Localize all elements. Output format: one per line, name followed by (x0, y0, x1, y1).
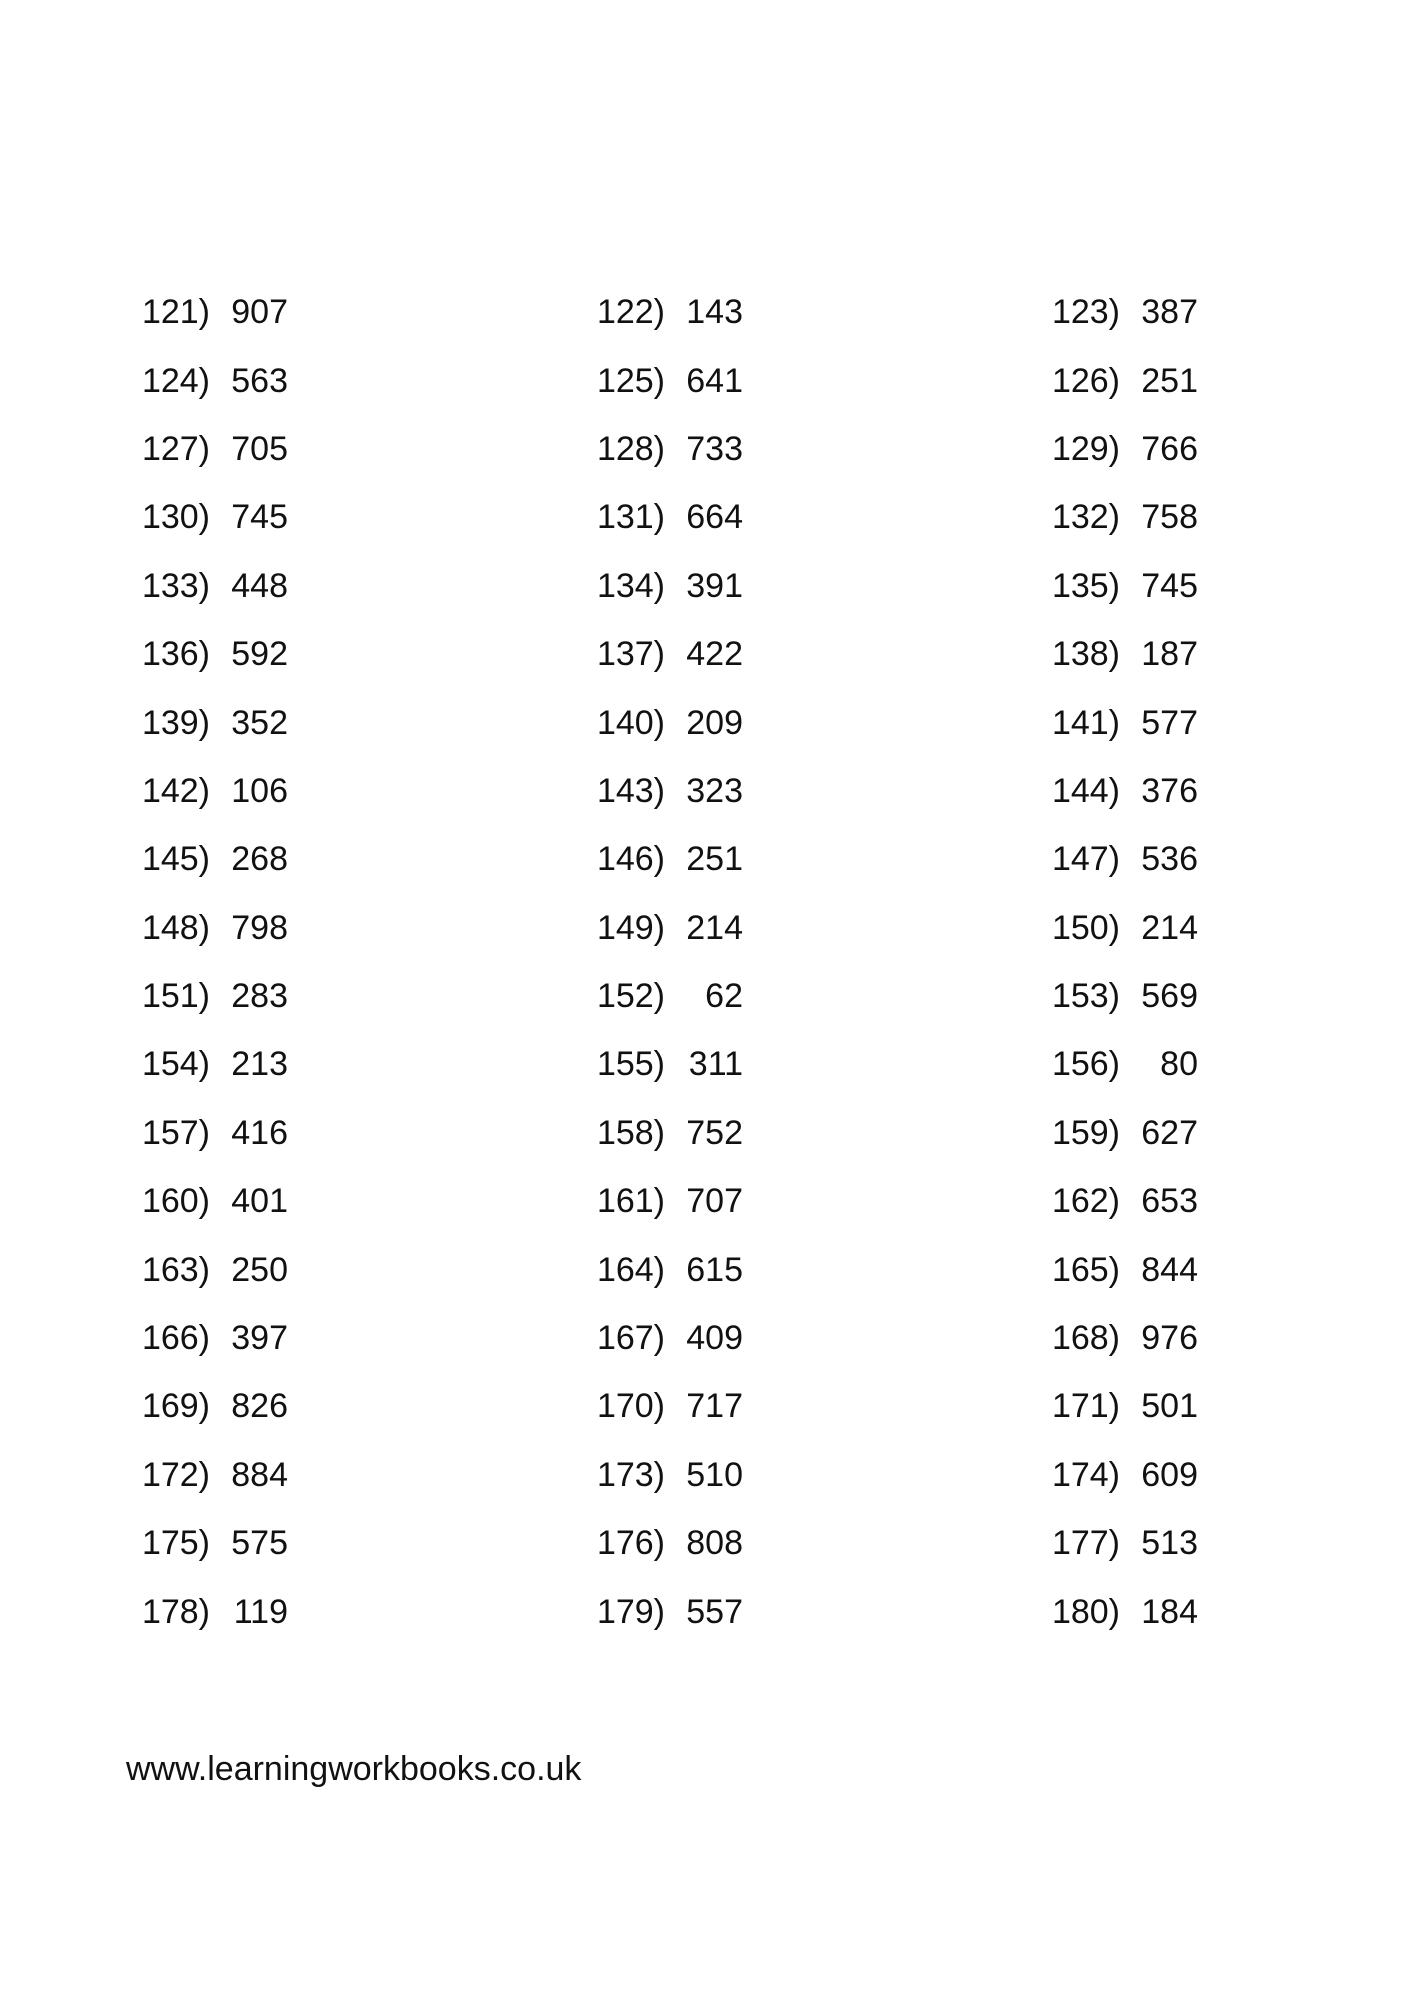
answer-value: 409 (686, 1319, 743, 1358)
answer-row (141, 1577, 441, 1645)
question-number: 176) (596, 1524, 665, 1563)
answer-column-2 (596, 278, 896, 1646)
answer-row (1051, 483, 1351, 551)
answer-value: 641 (686, 361, 743, 400)
question-number: 168) (1051, 1319, 1120, 1358)
question-number: 173) (596, 1455, 665, 1494)
answer-column-3 (1051, 278, 1351, 1646)
answer-row (596, 688, 896, 756)
answer-value: 798 (231, 908, 288, 947)
answer-row (596, 1304, 896, 1372)
answer-row (141, 346, 441, 414)
answer-value: 187 (1141, 635, 1198, 674)
answer-value: 907 (231, 293, 288, 332)
question-number: 130) (141, 498, 210, 537)
answer-value: 976 (1141, 1319, 1198, 1358)
answer-row (141, 688, 441, 756)
answer-row (1051, 1304, 1351, 1372)
question-number: 126) (1051, 361, 1120, 400)
question-number: 175) (141, 1524, 210, 1563)
answer-value: 501 (1141, 1387, 1198, 1426)
question-number: 158) (596, 1113, 665, 1152)
answer-row (596, 552, 896, 620)
answer-row (141, 1441, 441, 1509)
question-number: 125) (596, 361, 665, 400)
answer-row (141, 1372, 441, 1440)
answer-value: 653 (1141, 1182, 1198, 1221)
answer-value: 826 (231, 1387, 288, 1426)
answer-value: 745 (1141, 566, 1198, 605)
answer-row (141, 1304, 441, 1372)
answer-row (596, 483, 896, 551)
answer-row (1051, 1372, 1351, 1440)
question-number: 148) (141, 908, 210, 947)
question-number: 164) (596, 1250, 665, 1289)
answer-row (596, 346, 896, 414)
answer-value: 577 (1141, 703, 1198, 742)
answer-row (1051, 1577, 1351, 1645)
answer-value: 705 (231, 429, 288, 468)
answer-row (141, 1030, 441, 1098)
answer-value: 717 (686, 1387, 743, 1426)
question-number: 121) (141, 293, 210, 332)
question-number: 141) (1051, 703, 1120, 742)
question-number: 163) (141, 1250, 210, 1289)
question-number: 150) (1051, 908, 1120, 947)
answer-value: 707 (686, 1182, 743, 1221)
question-number: 161) (596, 1182, 665, 1221)
answer-value: 250 (231, 1250, 288, 1289)
answer-value: 80 (1160, 1045, 1198, 1084)
question-number: 178) (141, 1592, 210, 1631)
question-number: 145) (141, 840, 210, 879)
question-number: 174) (1051, 1455, 1120, 1494)
answer-row (1051, 688, 1351, 756)
answer-row (141, 1167, 441, 1235)
answer-row (1051, 1235, 1351, 1303)
answer-row (141, 552, 441, 620)
question-number: 136) (141, 635, 210, 674)
answer-value: 268 (231, 840, 288, 879)
question-number: 124) (141, 361, 210, 400)
answer-row (1051, 1030, 1351, 1098)
question-number: 138) (1051, 635, 1120, 674)
answer-value: 214 (1141, 908, 1198, 947)
question-number: 180) (1051, 1592, 1120, 1631)
answer-row (141, 962, 441, 1030)
answer-row (141, 1099, 441, 1167)
answer-value: 214 (686, 908, 743, 947)
footer-url: www.learningworkbooks.co.uk (126, 1750, 582, 1788)
answer-row (1051, 1441, 1351, 1509)
question-number: 172) (141, 1455, 210, 1494)
answer-row (596, 1030, 896, 1098)
question-number: 135) (1051, 566, 1120, 605)
answer-value: 251 (686, 840, 743, 879)
answer-row (141, 278, 441, 346)
question-number: 143) (596, 771, 665, 810)
answer-value: 745 (231, 498, 288, 537)
answer-row (596, 1099, 896, 1167)
answer-row (141, 1509, 441, 1577)
answer-value: 184 (1141, 1592, 1198, 1631)
answer-value: 609 (1141, 1455, 1198, 1494)
answer-row (1051, 415, 1351, 483)
question-number: 159) (1051, 1113, 1120, 1152)
answer-value: 766 (1141, 429, 1198, 468)
answer-value: 844 (1141, 1250, 1198, 1289)
answer-row (141, 620, 441, 688)
answer-value: 627 (1141, 1113, 1198, 1152)
answer-row (141, 757, 441, 825)
answer-value: 283 (231, 977, 288, 1016)
answer-row (1051, 620, 1351, 688)
answer-value: 311 (688, 1045, 743, 1084)
answer-value: 416 (231, 1113, 288, 1152)
answer-row (1051, 346, 1351, 414)
answer-row (596, 620, 896, 688)
question-number: 153) (1051, 977, 1120, 1016)
question-number: 152) (596, 977, 665, 1016)
answer-row (596, 1441, 896, 1509)
answer-row (141, 1235, 441, 1303)
answer-value: 536 (1141, 840, 1198, 879)
question-number: 128) (596, 429, 665, 468)
answer-value: 563 (231, 361, 288, 400)
question-number: 149) (596, 908, 665, 947)
question-number: 165) (1051, 1250, 1120, 1289)
question-number: 179) (596, 1592, 665, 1631)
answer-value: 352 (231, 703, 288, 742)
question-number: 137) (596, 635, 665, 674)
answer-row (141, 894, 441, 962)
answer-row (1051, 278, 1351, 346)
answer-value: 615 (686, 1250, 743, 1289)
answer-value: 733 (686, 429, 743, 468)
answer-row (596, 1372, 896, 1440)
answer-row (596, 962, 896, 1030)
answer-value: 569 (1141, 977, 1198, 1016)
question-number: 147) (1051, 840, 1120, 879)
answer-value: 62 (705, 977, 743, 1016)
answer-row (1051, 1509, 1351, 1577)
answer-row (596, 278, 896, 346)
answer-value: 401 (231, 1182, 288, 1221)
answer-row (596, 757, 896, 825)
answer-value: 448 (231, 566, 288, 605)
answer-row (1051, 825, 1351, 893)
question-number: 131) (596, 498, 665, 537)
answer-column-1 (141, 278, 441, 1646)
answer-value: 119 (233, 1592, 288, 1631)
question-number: 166) (141, 1319, 210, 1358)
answer-value: 209 (686, 703, 743, 742)
question-number: 169) (141, 1387, 210, 1426)
answer-value: 510 (686, 1455, 743, 1494)
question-number: 170) (596, 1387, 665, 1426)
answer-value: 387 (1141, 293, 1198, 332)
question-number: 155) (596, 1045, 665, 1084)
question-number: 157) (141, 1113, 210, 1152)
answer-row (596, 1577, 896, 1645)
answer-value: 557 (686, 1592, 743, 1631)
answer-row (1051, 552, 1351, 620)
question-number: 177) (1051, 1524, 1120, 1563)
question-number: 139) (141, 703, 210, 742)
answer-value: 758 (1141, 498, 1198, 537)
answer-row (1051, 1167, 1351, 1235)
answer-value: 664 (686, 498, 743, 537)
answer-value: 213 (231, 1045, 288, 1084)
answer-row (1051, 894, 1351, 962)
question-number: 133) (141, 566, 210, 605)
answer-row (596, 825, 896, 893)
question-number: 144) (1051, 771, 1120, 810)
answer-row (141, 825, 441, 893)
question-number: 132) (1051, 498, 1120, 537)
answer-row (141, 483, 441, 551)
answer-value: 391 (686, 566, 743, 605)
question-number: 129) (1051, 429, 1120, 468)
answer-value: 808 (686, 1524, 743, 1563)
answer-row (596, 415, 896, 483)
answer-value: 592 (231, 635, 288, 674)
question-number: 151) (141, 977, 210, 1016)
question-number: 154) (141, 1045, 210, 1084)
answer-row (141, 415, 441, 483)
question-number: 162) (1051, 1182, 1120, 1221)
question-number: 134) (596, 566, 665, 605)
question-number: 122) (596, 293, 665, 332)
question-number: 142) (141, 771, 210, 810)
answer-value: 376 (1141, 771, 1198, 810)
answer-row (596, 894, 896, 962)
question-number: 167) (596, 1319, 665, 1358)
answer-value: 143 (686, 293, 743, 332)
question-number: 123) (1051, 293, 1120, 332)
answer-value: 323 (686, 771, 743, 810)
answer-value: 397 (231, 1319, 288, 1358)
answer-row (1051, 1099, 1351, 1167)
answer-value: 422 (686, 635, 743, 674)
question-number: 156) (1051, 1045, 1120, 1084)
answer-value: 752 (686, 1113, 743, 1152)
answer-row (596, 1235, 896, 1303)
question-number: 160) (141, 1182, 210, 1221)
answer-value: 884 (231, 1455, 288, 1494)
answer-value: 106 (231, 771, 288, 810)
question-number: 127) (141, 429, 210, 468)
answer-row (1051, 757, 1351, 825)
answer-row (1051, 962, 1351, 1030)
answer-row (596, 1167, 896, 1235)
answer-row (596, 1509, 896, 1577)
answer-value: 575 (231, 1524, 288, 1563)
question-number: 140) (596, 703, 665, 742)
answer-value: 513 (1141, 1524, 1198, 1563)
question-number: 171) (1051, 1387, 1120, 1426)
answer-value: 251 (1141, 361, 1198, 400)
question-number: 146) (596, 840, 665, 879)
